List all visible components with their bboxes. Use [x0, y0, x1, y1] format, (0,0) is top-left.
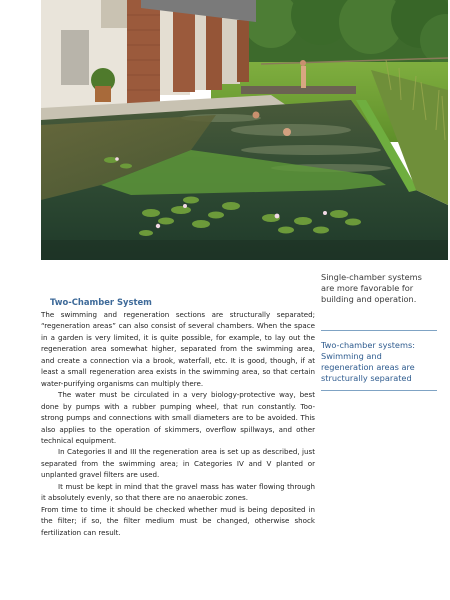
margin-note: Two-chamber systems: Swimming and regeneration areas are structurally separated [321, 330, 437, 391]
paragraph: The water must be circulated in a very biology-protective way, best done by pumps with a rubber pumping wheel, that run constantly. Too-strong pumps and connections with small diameters are to be avoided. This also applies to the operation of skimmers, overflow spillways, and other technical equipment. [41, 390, 315, 445]
section-heading: Two-Chamber System [50, 297, 152, 307]
paragraph: The swimming and regeneration sections are structurally separated; “regeneration areas” can also consist of several chambers. When the space in a garden is very limited, it is quite possible, for example, to lay out the regeneration area somewhat higher, separated from the swimming area, and create a connection via a brook, waterfall, etc. It is good, though, if at least a small regeneration area exists in the swimming area, so that certain water-purifying organisms can multiply there. [41, 310, 315, 388]
photo-caption: Single-chamber systems are more favorable for building and operation. [321, 272, 422, 304]
paragraph: It must be kept in mind that the gravel mass has water flowing through it absolutely evenly, so that there are no anaerobic zones. [41, 481, 315, 503]
pond-photo-illustration [41, 0, 448, 260]
paragraph: In Categories II and III the regeneration area is set up as described, just separated from the swimming area; in Categories IV and V planted or unplanted gravel filters are used. [41, 447, 315, 480]
pond-photo [41, 0, 448, 260]
main-text-column [41, 296, 315, 538]
paragraph: From time to time it should be checked whether mud is being deposited in the filter; if so, the filter medium must be changed, otherwise shock fertilization can result. [41, 504, 315, 537]
